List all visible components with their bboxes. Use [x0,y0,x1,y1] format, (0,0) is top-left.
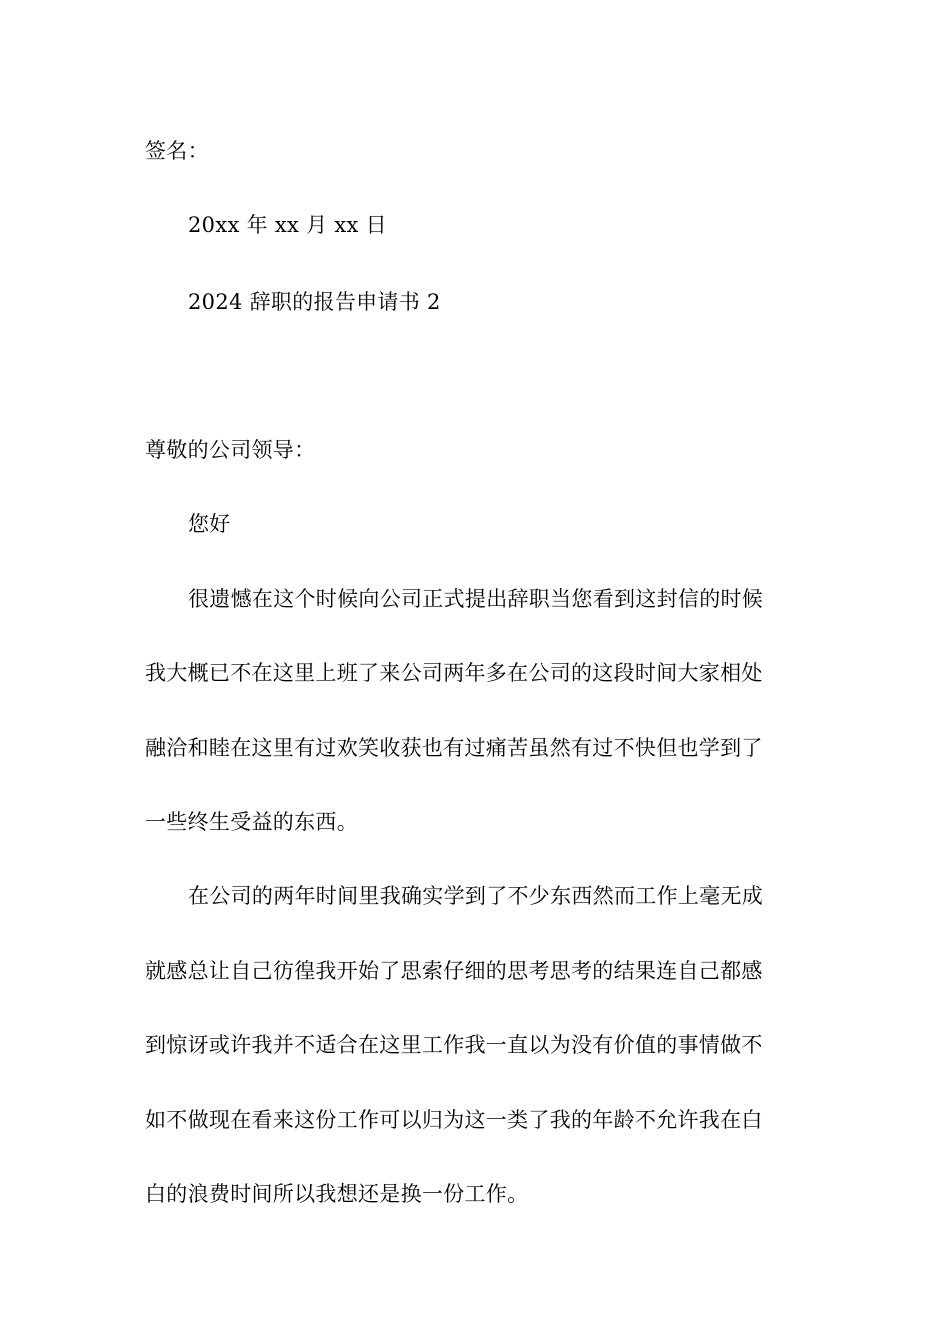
salutation: 尊敬的公司领导： [145,438,316,462]
date-line: 20xx 年 xx 月 xx 日 [188,213,387,237]
paragraph2-line: 就感总让自己彷徨我开始了思索仔细的思考思考的结果连自己都感 [145,959,763,983]
paragraph1-line: 一些终生受益的东西。 [145,810,358,834]
paragraph2-line: 白的浪费时间所以我想还是换一份工作。 [145,1182,529,1206]
paragraph2-line: 在公司的两年时间里我确实学到了不少东西然而工作上毫无成 [188,884,764,908]
signature-label: 签名： [145,139,209,163]
paragraph2-line: 到惊讶或许我并不适合在这里工作我一直以为没有价值的事情做不 [145,1033,763,1057]
paragraph1-line: 融洽和睦在这里有过欢笑收获也有过痛苦虽然有过不快但也学到了 [145,736,763,760]
greeting: 您好 [188,512,231,536]
paragraph1-line: 很遗憾在这个时候向公司正式提出辞职当您看到这封信的时候 [188,587,764,611]
document-heading: 2024 辞职的报告申请书 2 [188,290,441,314]
paragraph2-line: 如不做现在看来这份工作可以归为这一类了我的年龄不允许我在白 [145,1108,763,1132]
paragraph1-line: 我大概已不在这里上班了来公司两年多在公司的这段时间大家相处 [145,661,763,685]
